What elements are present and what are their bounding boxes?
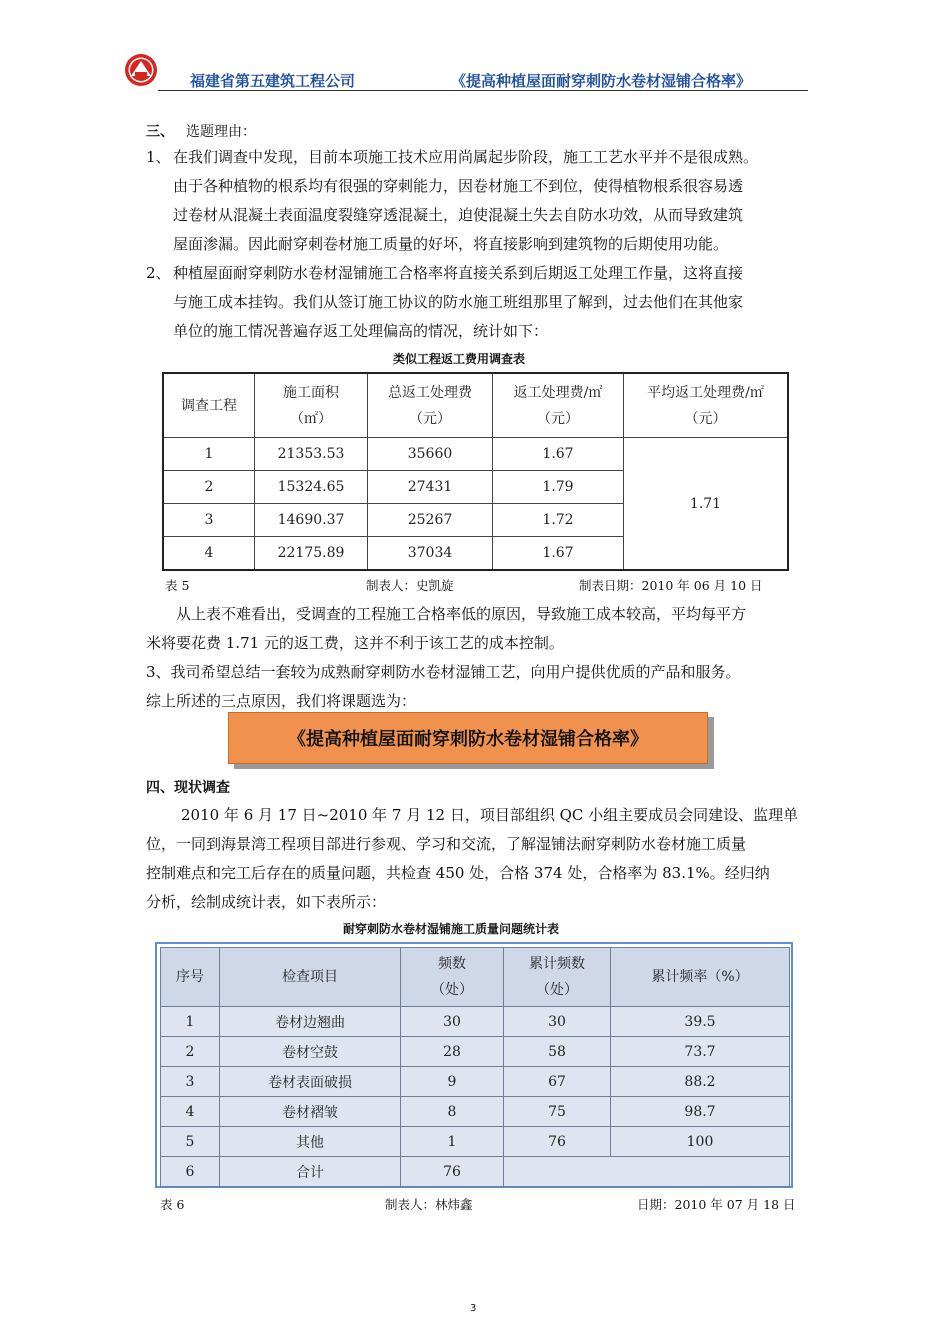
conclusion-line: 米将要花费 1.71 元的返工费，这并不利于该工艺的成本控制。 (146, 634, 564, 652)
table-cell: 30 (401, 1007, 504, 1037)
company-logo (124, 53, 158, 87)
reason3-line: 3、我司希望总结一套较为成熟耐穿刺防水卷材湿铺工艺，向用户提供优质的产品和服务。 (146, 663, 741, 681)
table-cell: 98.7 (611, 1097, 790, 1127)
table-cell: 67 (504, 1067, 611, 1097)
table-cell: 4 (163, 537, 255, 571)
header-cell: 检查项目 (220, 948, 401, 1007)
average-cost-cell: 1.71 (624, 438, 789, 571)
table6-caption: 耐穿刺防水卷材湿铺施工质量问题统计表 (343, 922, 560, 936)
table5-caption: 类似工程返工费用调查表 (393, 352, 526, 366)
section3-heading-number: 三、 (146, 124, 174, 140)
table-row (161, 1097, 790, 1127)
table-cell: 1 (161, 1007, 220, 1037)
item2-number: 2、 (146, 264, 171, 282)
header-cell: 累计频率（%） (611, 948, 790, 1007)
table-cell: 76 (504, 1127, 611, 1157)
table-cell: 28 (401, 1037, 504, 1067)
table-cell-empty (504, 1157, 790, 1187)
table-cell: 1.67 (493, 438, 624, 471)
item1-line: 屋面渗漏。因此耐穿刺卷材施工质量的好坏，将直接影响到建筑物的后期使用功能。 (173, 235, 729, 253)
topic-banner (228, 712, 708, 764)
rework-cost-table (162, 372, 789, 571)
table-cell: 卷材表面破损 (220, 1067, 401, 1097)
table-cell: 21353.53 (255, 438, 368, 471)
table-cell: 2 (161, 1037, 220, 1067)
table-row (161, 1127, 790, 1157)
table-cell: 6 (161, 1157, 220, 1187)
table-cell: 卷材空鼓 (220, 1037, 401, 1067)
table-cell: 1 (163, 438, 255, 471)
item1-line: 在我们调查中发现，目前本项施工技术应用尚属起步阶段，施工工艺水平并不是很成熟。 (173, 148, 759, 166)
table-cell: 35660 (368, 438, 493, 471)
table-cell: 卷材边翘曲 (220, 1007, 401, 1037)
section4-heading: 四、现状调查 (146, 780, 230, 796)
header-divider (158, 90, 808, 91)
header-cell: 平均返工处理费/㎡ （元） (624, 373, 789, 438)
header-cell: 返工处理费/㎡ （元） (493, 373, 624, 438)
topic-banner-text: 《提高种植屋面耐穿刺防水卷材湿铺合格率》 (288, 729, 648, 750)
item2-line: 与施工成本挂钩。我们从签订施工协议的防水施工班组那里了解到，过去他们在其他家 (173, 293, 744, 311)
table-cell: 73.7 (611, 1037, 790, 1067)
table-cell: 100 (611, 1127, 790, 1157)
table-cell: 30 (504, 1007, 611, 1037)
table-cell: 1.67 (493, 537, 624, 571)
table5-maker: 制表人：史凯旋 (366, 578, 454, 593)
header-cell: 调查工程 (163, 373, 255, 438)
table-cell: 37034 (368, 537, 493, 571)
item1-number: 1、 (146, 148, 171, 166)
table-row (161, 1067, 790, 1097)
table-cell: 88.2 (611, 1067, 790, 1097)
table5-label: 表 5 (165, 578, 190, 593)
survey-line: 分析，绘制成统计表，如下表所示： (146, 893, 387, 911)
table-header-row (163, 373, 788, 438)
table-cell: 4 (161, 1097, 220, 1127)
table6-label: 表 6 (160, 1197, 185, 1212)
section3-heading: 选题理由： (186, 124, 256, 140)
header-cell: 总返工处理费 （元） (368, 373, 493, 438)
table-total-row (161, 1157, 790, 1187)
table-cell: 合计 (220, 1157, 401, 1187)
table-row (161, 1007, 790, 1037)
conclusion-line: 从上表不难看出，受调查的工程施工合格率低的原因，导致施工成本较高，平均每平方 (176, 605, 747, 623)
survey-line: 控制难点和完工后存在的质量问题，共检查 450 处，合格 374 处，合格率为 83.1%。经归纳 (146, 864, 770, 882)
table-cell: 卷材褶皱 (220, 1097, 401, 1127)
table-cell: 9 (401, 1067, 504, 1097)
table-header-row (161, 948, 790, 1007)
table-cell: 39.5 (611, 1007, 790, 1037)
header-cell: 频数 （处） (401, 948, 504, 1007)
survey-line: 2010 年 6 月 17 日~2010 年 7 月 12 日，项目部组织 QC 小组主要成员会同建设、监理单 (181, 806, 799, 824)
survey-line: 位，一同到海景湾工程项目部进行参观、学习和交流，了解湿铺法耐穿刺防水卷材施工质量 (146, 835, 747, 853)
item1-line: 过卷材从混凝土表面温度裂缝穿透混凝土，迫使混凝土失去自防水功效，从而导致建筑 (173, 206, 744, 224)
summary-line: 综上所述的三点原因，我们将课题选为： (146, 692, 417, 710)
table-cell: 22175.89 (255, 537, 368, 571)
table6-maker: 制表人：林炜鑫 (385, 1197, 473, 1212)
table5-date: 制表日期：2010 年 06 月 10 日 (579, 578, 763, 593)
table-cell: 27431 (368, 471, 493, 504)
table-row (163, 438, 788, 471)
table-cell: 5 (161, 1127, 220, 1157)
table-cell: 其他 (220, 1127, 401, 1157)
table-cell: 1.72 (493, 504, 624, 537)
table-cell: 25267 (368, 504, 493, 537)
table-cell: 75 (504, 1097, 611, 1127)
item2-line: 种植屋面耐穿刺防水卷材湿铺施工合格率将直接关系到后期返工处理工作量，这将直接 (173, 264, 744, 282)
header-cell: 施工面积 （㎡） (255, 373, 368, 438)
header-title: 《提高种植屋面耐穿刺防水卷材湿铺合格率》 (451, 72, 752, 90)
table-cell: 8 (401, 1097, 504, 1127)
item1-line: 由于各种植物的根系均有很强的穿刺能力，因卷材施工不到位，使得植物根系很容易透 (173, 177, 744, 195)
header-cell: 累计频数 （处） (504, 948, 611, 1007)
header-cell: 序号 (161, 948, 220, 1007)
quality-issue-table (160, 947, 790, 1187)
table-cell: 1.79 (493, 471, 624, 504)
item2-line: 单位的施工情况普遍存返工处理偏高的情况，统计如下： (173, 322, 549, 340)
table-cell: 14690.37 (255, 504, 368, 537)
table-cell: 3 (163, 504, 255, 537)
table-cell: 3 (161, 1067, 220, 1097)
table-cell: 58 (504, 1037, 611, 1067)
quality-issue-table-frame (155, 942, 793, 1188)
page-number: 3 (470, 1303, 477, 1314)
table-cell: 1 (401, 1127, 504, 1157)
table-cell: 15324.65 (255, 471, 368, 504)
table-cell: 76 (401, 1157, 504, 1187)
header-company: 福建省第五建筑工程公司 (190, 72, 356, 90)
table6-date: 日期：2010 年 07 月 18 日 (637, 1197, 796, 1212)
table-row (161, 1037, 790, 1067)
table-cell: 2 (163, 471, 255, 504)
